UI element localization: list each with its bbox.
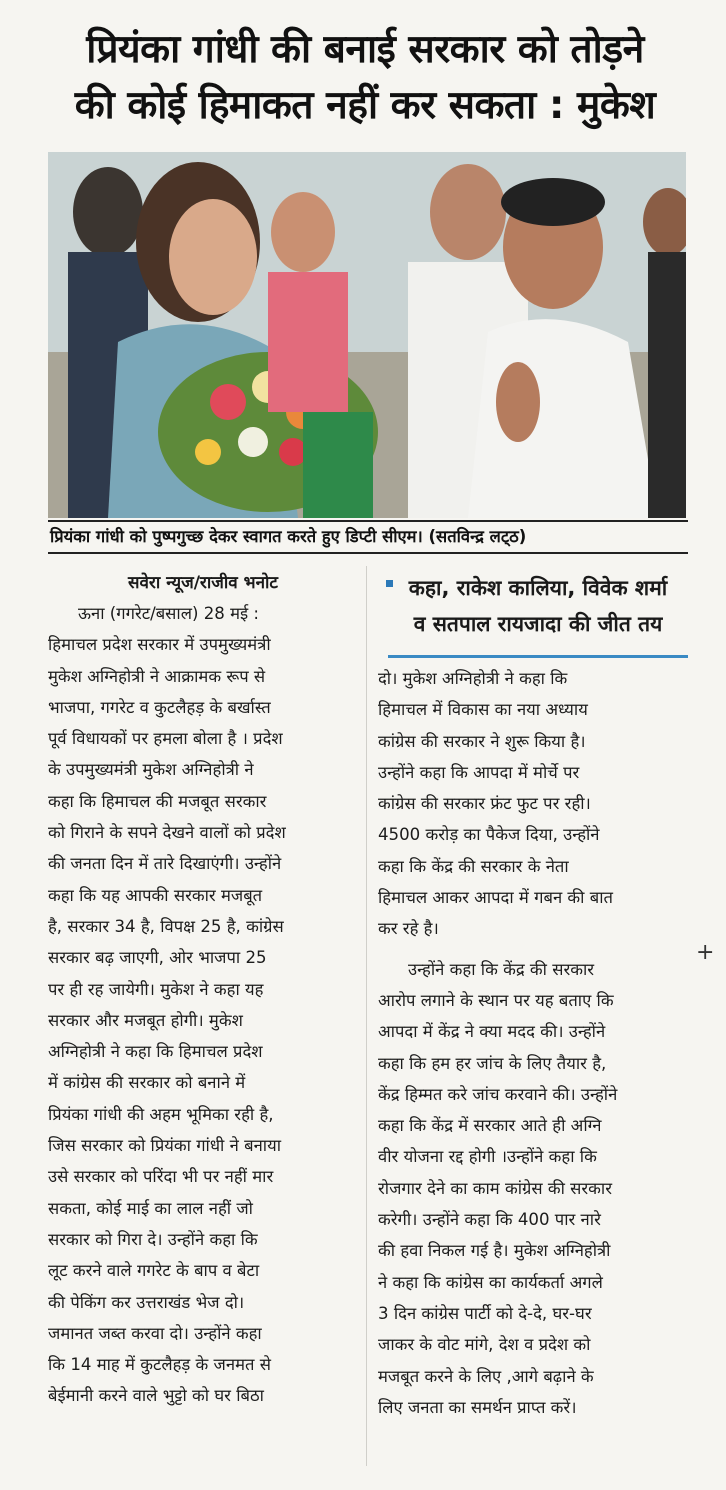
text-line: करेगी। उन्होंने कहा कि 400 पार नारे	[378, 1210, 601, 1230]
text-line: कांग्रेस की सरकार ने शुरू किया है।	[378, 731, 586, 751]
text-line: को गिराने के सपने देखने वालों को प्रदेश	[48, 823, 286, 843]
text-line: उसे सरकार को परिंदा भी पर नहीं मार	[48, 1167, 274, 1187]
text-line: अग्निहोत्री ने कहा कि हिमाचल प्रदेश	[48, 1042, 263, 1062]
text-line: मजबूत करने के लिए ,आगे बढ़ाने के	[378, 1366, 594, 1386]
text-line: लूट करने वाले गगरेट के बाप व बेटा	[48, 1261, 260, 1281]
column-2-paragraph-2	[378, 954, 688, 1423]
column-1-text	[48, 629, 356, 1411]
highlight-line-2: व सतपाल रायजादा की जीत तय	[413, 612, 663, 636]
column-divider	[366, 566, 367, 1466]
headline	[30, 22, 700, 134]
text-line: बेईमानी करने वाले भुट्टो को घर बिठा	[48, 1386, 264, 1406]
text-line: प्रियंका गांधी की अहम भूमिका रही है,	[48, 1104, 274, 1124]
text-line: लिए जनता का समर्थन प्राप्त करें।	[378, 1397, 577, 1417]
text-line: हिमाचल प्रदेश सरकार में उपमुख्यमंत्री	[48, 635, 271, 655]
text-line: सरकार बढ़ जाएगी, ओर भाजपा 25	[48, 948, 267, 968]
text-line: हिमाचल में विकास का नया अध्याय	[378, 700, 588, 720]
text-line: जाकर के वोट मांगे, देश व प्रदेश को	[378, 1335, 591, 1355]
text-line: दो। मुकेश अग्निहोत्री ने कहा कि	[378, 669, 568, 688]
text-line: वीर योजना रद्द होगी ।उन्होंने कहा कि	[378, 1147, 597, 1167]
text-line: 3 दिन कांग्रेस पार्टी को दे-दे, घर-घर	[378, 1303, 592, 1323]
news-photo	[48, 152, 686, 518]
text-line: कहा कि केंद्र में सरकार आते ही अग्नि	[378, 1116, 602, 1136]
text-line: हिमाचल आकर आपदा में गबन की बात	[378, 888, 613, 908]
highlight-line-1: कहा, राकेश कालिया, विवेक शर्मा	[408, 576, 668, 600]
photo-icon	[48, 152, 686, 518]
highlight-box	[388, 570, 688, 642]
text-line: कहा कि हिमाचल की मजबूत सरकार	[48, 791, 267, 811]
dateline: ऊना (गगरेट/बसाल) 28 मई :	[78, 604, 260, 623]
text-line: में कांग्रेस की सरकार को बनाने में	[48, 1073, 246, 1093]
text-line: कहा कि केंद्र की सरकार के नेता	[378, 856, 569, 876]
text-line: की पेकिंग कर उत्तराखंड भेज दो।	[48, 1292, 245, 1312]
text-line: केंद्र हिम्मत करे जांच करवाने की। उन्होंने	[378, 1084, 618, 1104]
text-line: मुकेश अग्निहोत्री ने आक्रामक रूप से	[48, 666, 266, 686]
bullet-icon	[386, 580, 393, 587]
article-column-2	[378, 663, 688, 1423]
text-line: सरकार को गिरा दे। उन्होंने कहा कि	[48, 1229, 258, 1249]
text-line: सरकार और मजबूत होगी। मुकेश	[48, 1010, 243, 1030]
text-line: सकता, कोई माई का लाल नहीं जो	[48, 1198, 253, 1218]
text-line: कहा कि हम हर जांच के लिए तैयार है,	[378, 1053, 607, 1073]
text-line: जमानत जब्त करवा दो। उन्होंने कहा	[48, 1323, 262, 1343]
highlight-underline	[388, 655, 688, 658]
headline-line-1: प्रियंका गांधी की बनाई सरकार को तोड़ने	[86, 27, 644, 72]
plus-icon: +	[696, 940, 715, 965]
text-line: उन्होंने कहा कि केंद्र की सरकार	[408, 959, 595, 979]
text-line: 4500 करोड़ का पैकेज दिया, उन्होंने	[378, 825, 600, 845]
text-line: भाजपा, गगरेट व कुटलैहड़ के बर्खास्त	[48, 697, 271, 717]
text-line: पूर्व विधायकों पर हमला बोला है । प्रदेश	[48, 729, 283, 749]
text-line: जिस सरकार को प्रियंका गांधी ने बनाया	[48, 1136, 282, 1156]
headline-line-2: की कोई हिमाकत नहीं कर सकता : मुकेश	[74, 83, 656, 128]
article-column-1	[48, 598, 356, 1412]
byline: सवेरा न्यूज/राजीव भनोट	[127, 573, 279, 593]
text-line: कर रहे है।	[378, 919, 439, 939]
photo-caption: प्रियंका गांधी को पुष्पगुच्छ देकर स्वागत करते हुए डिप्टी सीएम। (सतविन्द्र लट्‌ठ)	[48, 520, 688, 554]
text-line: रोजगार देने का काम कांग्रेस की सरकार	[378, 1178, 612, 1198]
text-line: के उपमुख्यमंत्री मुकेश अग्निहोत्री ने	[48, 760, 254, 780]
text-line: की जनता दिन में तारे दिखाएंगी। उन्होंने	[48, 854, 282, 874]
text-line: आपदा में केंद्र ने क्या मदद की। उन्होंने	[378, 1022, 606, 1042]
text-line: पर ही रह जायेगी। मुकेश ने कहा यह	[48, 979, 264, 999]
column-2-paragraph-1	[378, 663, 688, 945]
text-line: है, सरकार 34 है, विपक्ष 25 है, कांग्रेस	[48, 916, 284, 936]
text-line: ने कहा कि कांग्रेस का कार्यकर्ता अगले	[378, 1272, 603, 1292]
text-line: कहा कि यह आपकी सरकार मजबूत	[48, 885, 263, 905]
text-line: उन्होंने कहा कि आपदा में मोर्चे पर	[378, 762, 580, 782]
text-line: आरोप लगाने के स्थान पर यह बताए कि	[378, 990, 614, 1010]
text-line: कि 14 माह में कुटलैहड़ के जनमत से	[48, 1355, 271, 1375]
text-line: कांग्रेस की सरकार फ्रंट फुट पर रही।	[378, 794, 591, 814]
text-line: की हवा निकल गई है। मुकेश अग्निहोत्री	[378, 1241, 611, 1261]
